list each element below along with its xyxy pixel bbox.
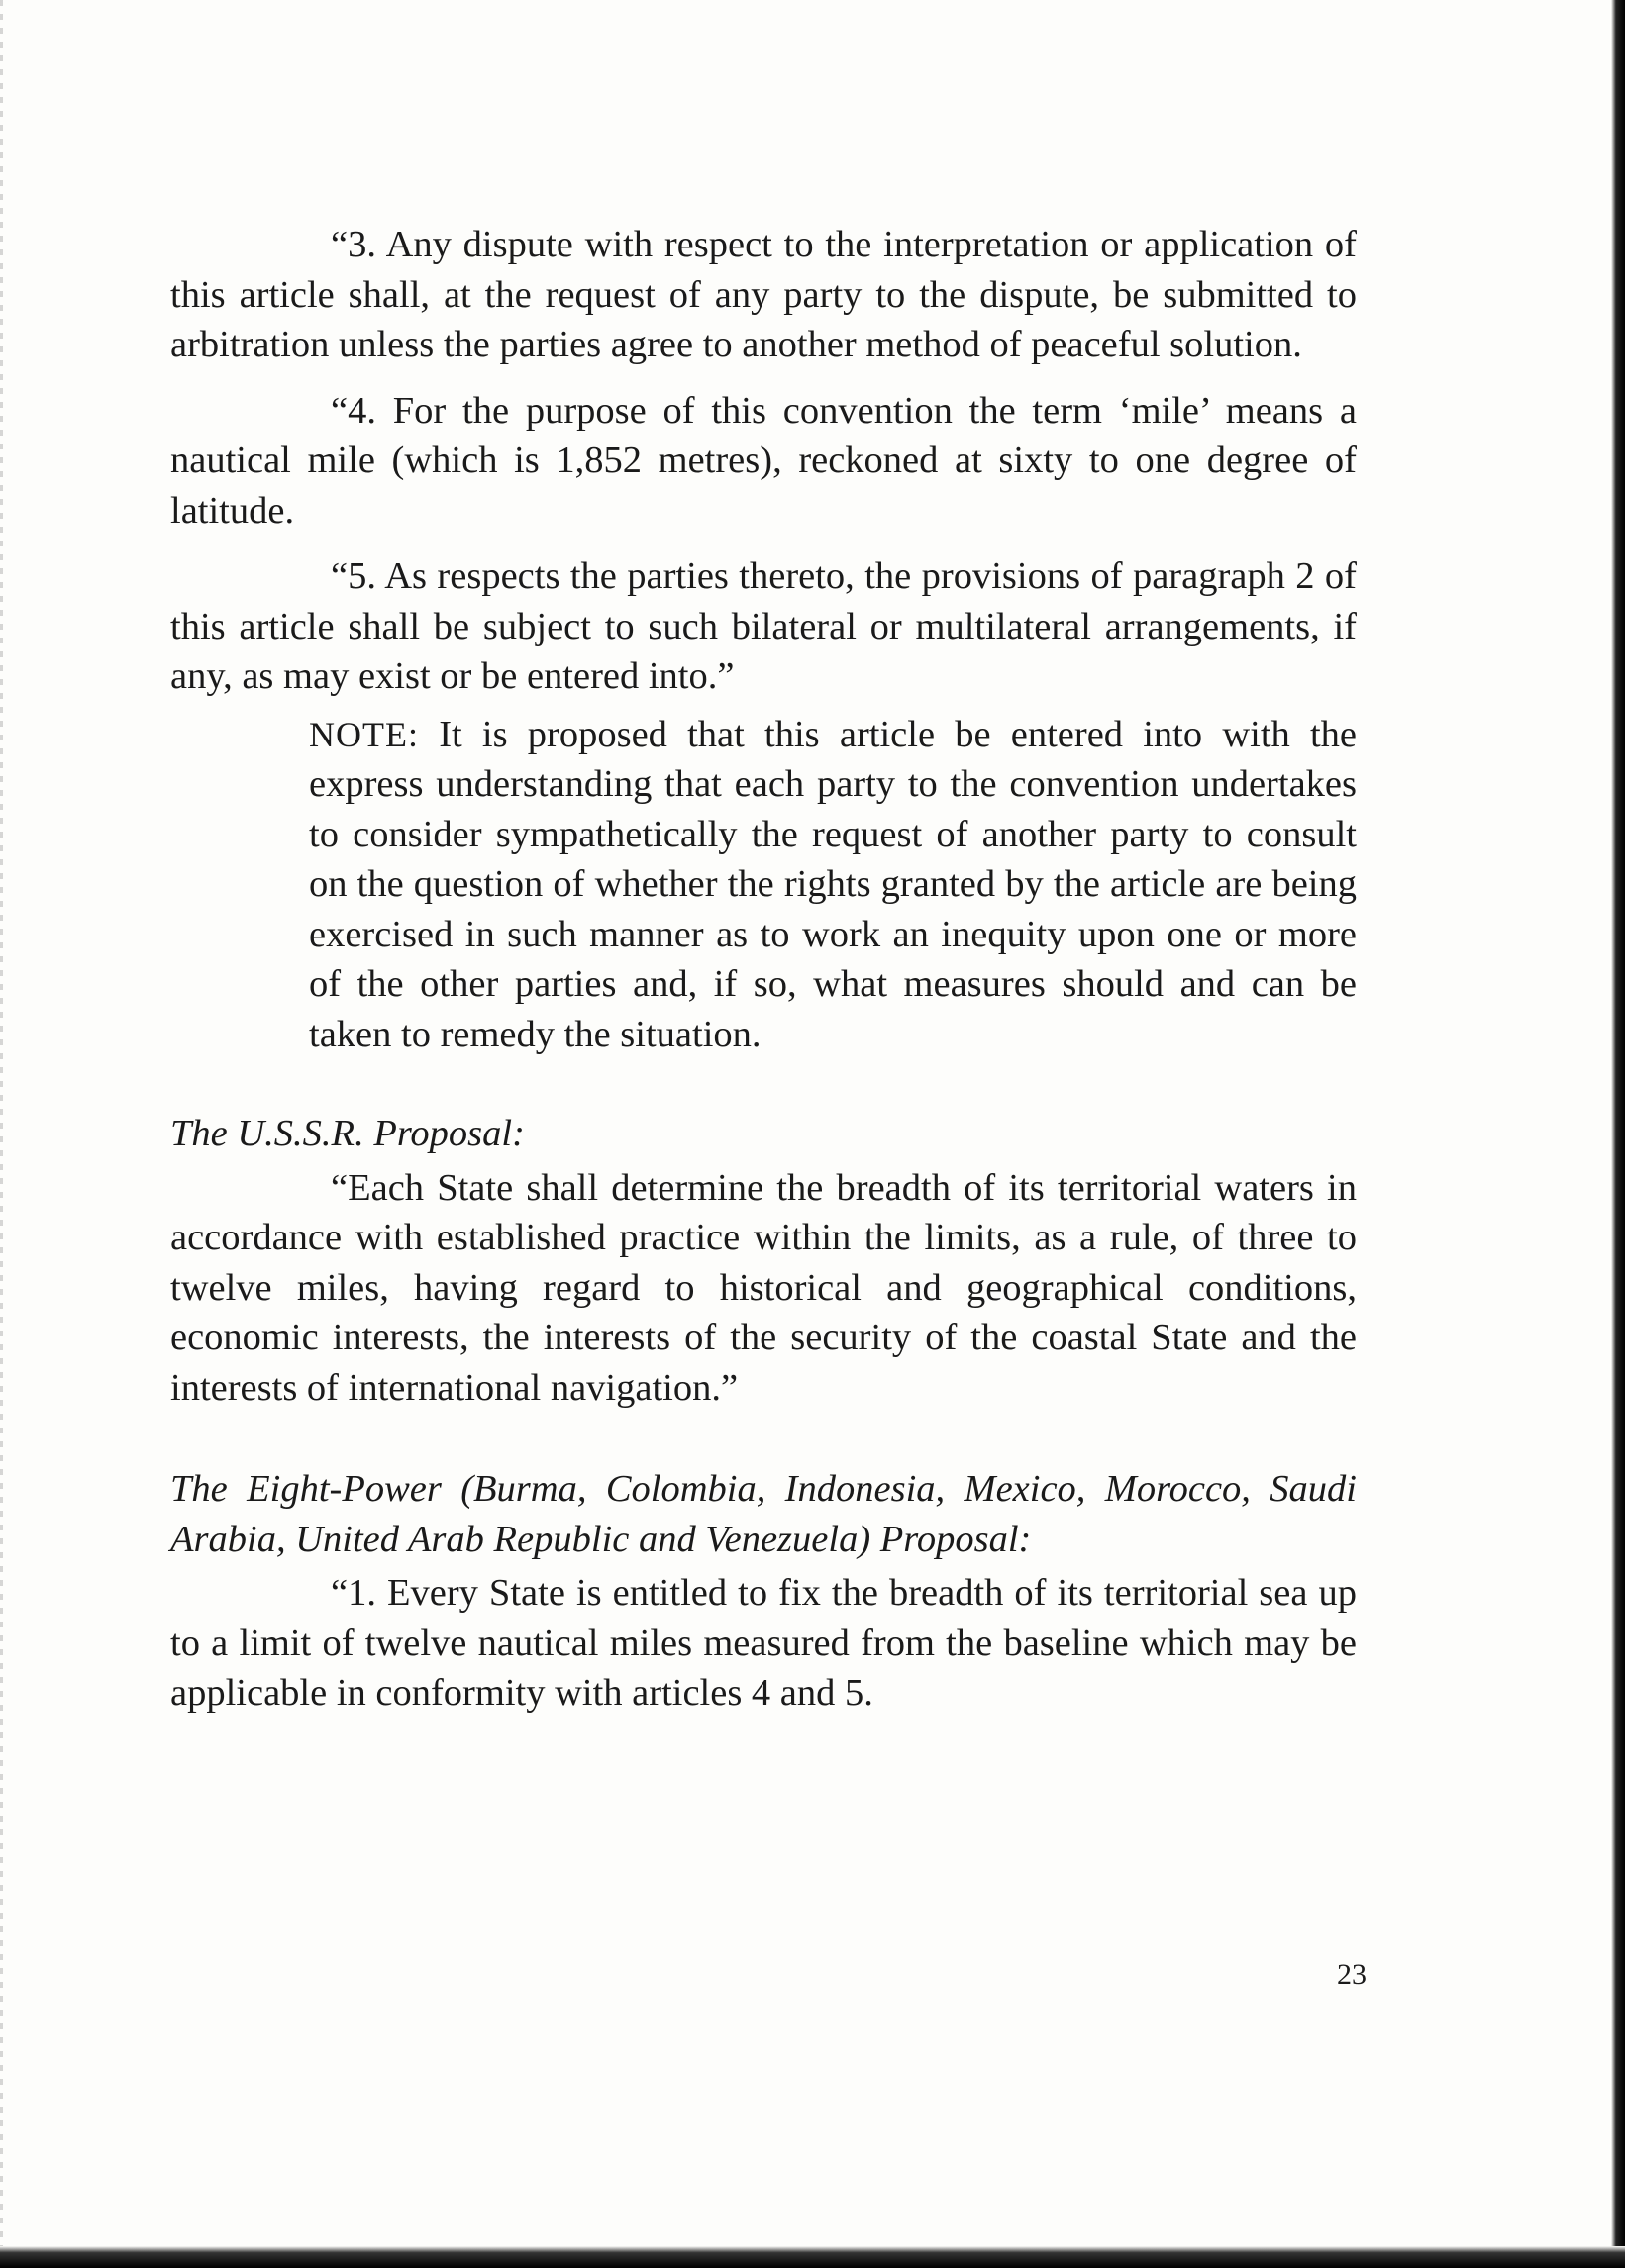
eight-power-heading: The Eight-Power (Burma, Colombia, Indonesia, Mexico, Morocco, Saudi Arabia, United Arab Republic and Venezuela) Proposal:	[170, 1468, 1357, 1560]
eight-power-paragraph	[170, 1568, 1357, 1719]
paragraph-3	[170, 220, 1357, 370]
paragraph-5	[170, 551, 1357, 702]
ussr-heading: The U.S.S.R. Proposal:	[170, 1113, 525, 1154]
ussr-paragraph	[170, 1163, 1357, 1414]
paragraph-4	[170, 386, 1357, 537]
scan-edge-left	[0, 0, 3, 2268]
note-label: NOTE:	[309, 714, 419, 754]
paragraph-3-text: “3. Any dispute with respect to the interpretation or application of this article shall, at the request of any party to the dispute, be submitted to arbitration unless the parties agree to another method of peaceful solution.	[170, 224, 1357, 365]
paragraph-4-text: “4. For the purpose of this convention the term ‘mile’ means a nautical mile (which is 1,852 metres), reckoned at sixty to one degree of latitude.	[170, 389, 1357, 532]
note-text: It is proposed that this article be entered into with the express understanding that each party to the convention undertakes to consider sympathetically the request of another party to consult on the question of whether the rights granted by the article are being exercised in such manner as to work an inequity upon one or more of the other parties and, if so, what measures should and can be taken to remedy the situation.	[309, 713, 1357, 1055]
scan-edge-bottom	[0, 2246, 1625, 2268]
eight-power-text: “1. Every State is entitled to fix the breadth of its territorial sea up to a limit of twelve nautical miles measured from the baseline which may be applicable in conformity with articles 4 and 5.	[170, 1572, 1357, 1714]
text-column	[170, 220, 1357, 1734]
ussr-text: “Each State shall determine the breadth of its territorial waters in accordance with established practice within the limits, as a rule, of three to twelve miles, having regard to historical and geographical conditions, economic interests, the interests of the security of the coastal State and the interests of international navigation.”	[170, 1166, 1357, 1409]
paragraph-5-text: “5. As respects the parties thereto, the provisions of paragraph 2 of this article shall be subject to such bilateral or multilateral arrangements, if any, as may exist or be entered into.”	[170, 555, 1357, 697]
note-block	[309, 710, 1357, 1060]
scan-edge-right	[1611, 0, 1625, 2268]
page-number: 23	[1337, 1958, 1367, 1991]
